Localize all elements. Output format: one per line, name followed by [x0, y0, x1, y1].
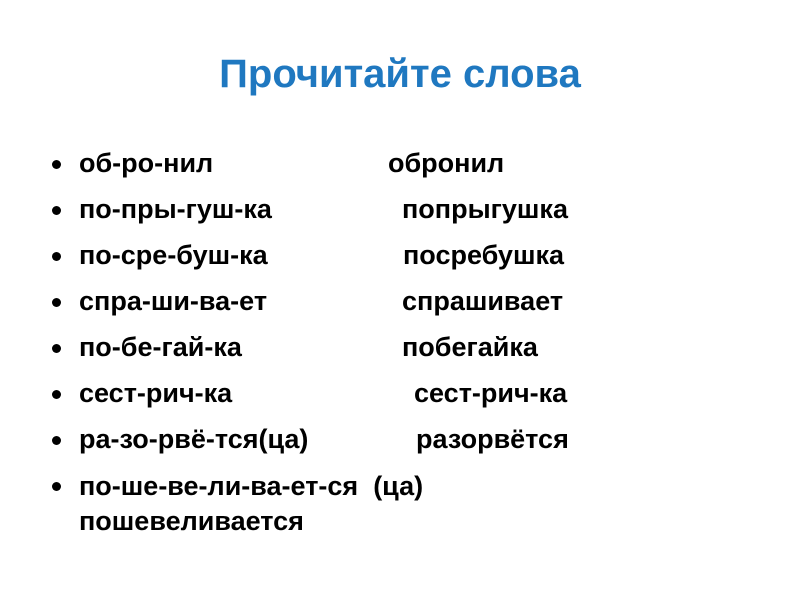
bullet-icon	[52, 252, 61, 261]
list-item	[52, 422, 772, 468]
syllable-split-word: по-бе-гай-ка	[79, 332, 242, 362]
whole-word: побегайка	[402, 332, 538, 362]
syllable-split-word: по-сре-буш-ка	[79, 240, 268, 270]
syllable-split-word: по-пры-гуш-ка	[79, 194, 272, 224]
bullet-icon	[52, 390, 61, 399]
whole-word: обронил	[388, 148, 505, 178]
whole-word: посребушка	[403, 240, 564, 270]
syllable-split-word: об-ро-нил	[79, 148, 214, 178]
bullet-icon	[52, 344, 61, 353]
word-list	[52, 146, 772, 538]
syllable-split-word: сест-рич-ка	[79, 378, 233, 408]
bullet-icon	[52, 482, 61, 491]
list-item	[52, 330, 772, 376]
syllable-split-word: по-ше-ве-ли-ва-ет-ся (ца)	[79, 471, 424, 501]
syllable-split-word: спра-ши-ва-ет	[79, 286, 268, 316]
whole-word: попрыгушка	[402, 194, 568, 224]
list-item	[52, 238, 772, 284]
whole-word: сест-рич-ка	[414, 378, 568, 408]
list-item	[52, 192, 772, 238]
bullet-icon	[52, 206, 61, 215]
syllable-split-word: ра-зо-рвё-тся(ца)	[79, 424, 309, 454]
list-item	[52, 468, 772, 538]
list-item	[52, 376, 772, 422]
whole-word: пошевеливается	[79, 506, 304, 536]
whole-word: разорвётся	[416, 424, 569, 454]
slide-title: Прочитайте слова	[219, 52, 581, 96]
bullet-icon	[52, 160, 61, 169]
list-item	[52, 146, 772, 192]
list-item	[52, 284, 772, 330]
bullet-icon	[52, 436, 61, 445]
whole-word: спрашивает	[402, 286, 564, 316]
bullet-icon	[52, 298, 61, 307]
